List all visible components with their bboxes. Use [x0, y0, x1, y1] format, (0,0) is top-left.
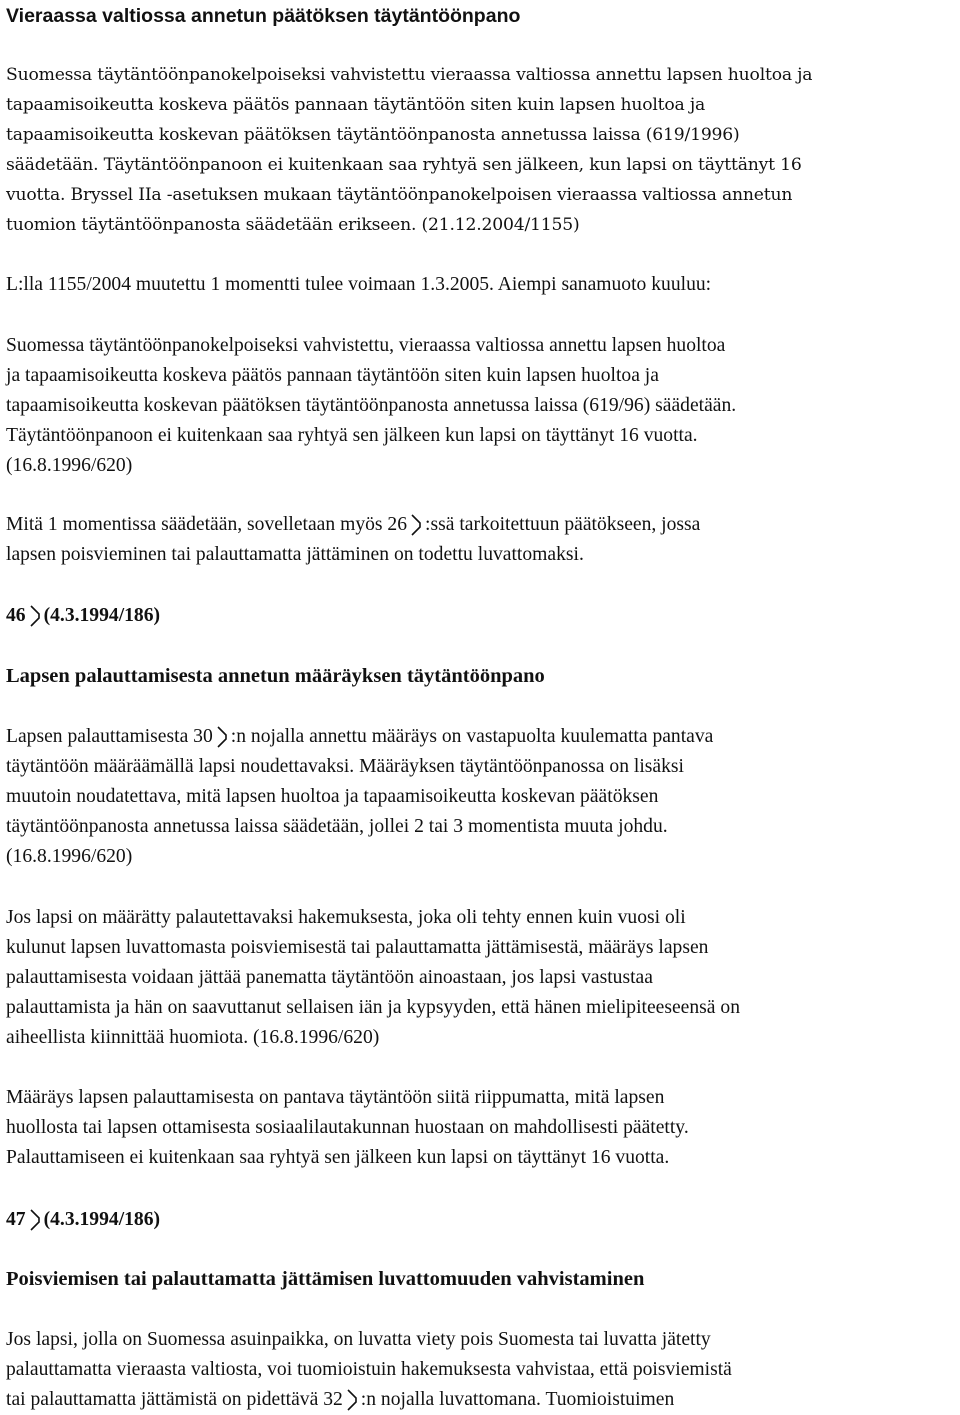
- intro-paragraph: [6, 60, 812, 240]
- section-46-paragraph-3: [6, 1083, 689, 1173]
- intro-line: tuomion täytäntöönpanosta säädetään erikseen. (21.12.2004/1155): [6, 215, 580, 235]
- section-47-number: [6, 1205, 160, 1235]
- paragraph-text-a: Lapsen palauttamisesta 30: [6, 726, 213, 747]
- moment-2-text-a: Mitä 1 momentissa säädetään, sovelletaan myös 26: [6, 514, 408, 535]
- paragraph-line: (16.8.1996/620): [6, 846, 133, 867]
- section-46-title: Lapsen palauttamisesta annetun määräyksen täytäntöönpano: [6, 665, 545, 687]
- paragraph-line: aiheellista kiinnittää huomiota. (16.8.1996/620): [6, 1027, 380, 1048]
- intro-line: säädetään. Täytäntöönpanoon ei kuitenkaan saa ryhtyä sen jälkeen, kun lapsi on täyttänyt 16: [6, 155, 802, 175]
- moment-2-line: [6, 510, 700, 540]
- intro-line: Suomessa täytäntöönpanokelpoiseksi vahvistettu vieraassa valtiossa annettu lapsen huoltoa ja: [6, 65, 813, 85]
- paragraph-text-b: :n nojalla luvattomana. Tuomioistuimen: [360, 1389, 675, 1410]
- old-wording-line: Täytäntöönpanoon ei kuitenkaan saa ryhtyä sen jälkeen kun lapsi on täyttänyt 16 vuotta.: [6, 425, 698, 446]
- section-47-title: Poisviemisen tai palauttamatta jättämisen luvattomuuden vahvistaminen: [6, 1268, 645, 1290]
- paragraph-line: Jos lapsi on määrätty palautettavaksi hakemuksesta, joka oli tehty ennen kuin vuosi oli: [6, 907, 686, 928]
- amendment-note: L:lla 1155/2004 muutettu 1 momentti tulee voimaan 1.3.2005. Aiempi sanamuoto kuuluu:: [6, 274, 712, 295]
- section-sign-icon: [215, 726, 229, 748]
- section-46-number: [6, 601, 160, 631]
- section-sign-icon: [28, 1209, 42, 1231]
- paragraph-line: Palauttamiseen ei kuitenkaan saa ryhtyä sen jälkeen kun lapsi on täyttänyt 16 vuotta.: [6, 1147, 670, 1168]
- section-47-paragraph-1: [6, 1325, 732, 1415]
- paragraph-line: muutoin noudatettava, mitä lapsen huoltoa ja tapaamisoikeutta koskevan päätöksen: [6, 786, 659, 807]
- section-46-num: 46: [6, 605, 26, 626]
- paragraph-line: kulunut lapsen luvattomasta poisviemisestä tai palauttamatta jättämisestä, määräys lapsen: [6, 937, 709, 958]
- moment-2-paragraph: [6, 510, 700, 570]
- old-wording-line: tapaamisoikeutta koskevan päätöksen täytäntöönpanosta annetussa laissa (619/96) säädetään.: [6, 395, 737, 416]
- paragraph-line: täytäntöönpanosta annetussa laissa säädetään, jollei 2 tai 3 momentista muuta johdu.: [6, 816, 668, 837]
- old-wording-line: Suomessa täytäntöönpanokelpoiseksi vahvistettu, vieraassa valtiossa annettu lapsen huoltoa: [6, 335, 726, 356]
- old-wording-line: (16.8.1996/620): [6, 455, 133, 476]
- paragraph-line: huollosta tai lapsen ottamisesta sosiaalilautakunnan huostaan on mahdollisesti päätetty.: [6, 1117, 689, 1138]
- intro-line: tapaamisoikeutta koskeva päätös pannaan täytäntöön siten kuin lapsen huoltoa ja: [6, 95, 705, 115]
- section-46-paragraph-2: [6, 903, 740, 1053]
- moment-2-line: lapsen poisvieminen tai palauttamatta jättäminen on todettu luvattomaksi.: [6, 544, 584, 565]
- intro-line: tapaamisoikeutta koskevan päätöksen täytäntöönpanosta annetussa laissa (619/1996): [6, 125, 740, 145]
- paragraph-text-b: :n nojalla annettu määräys on vastapuolta kuulematta pantava: [230, 726, 714, 747]
- intro-line: vuotta. Bryssel IIa -asetuksen mukaan täytäntöönpanokelpoisen vieraassa valtiossa annetun: [6, 185, 793, 205]
- paragraph-line: [6, 722, 713, 752]
- section-47-ref: (4.3.1994/186): [43, 1209, 161, 1230]
- old-wording-line: ja tapaamisoikeutta koskeva päätös pannaan täytäntöön siten kuin lapsen huoltoa ja: [6, 365, 659, 386]
- paragraph-text-a: tai palauttamatta jättämistä on pidettävä 32: [6, 1389, 343, 1410]
- old-wording-paragraph: [6, 331, 736, 481]
- moment-2-text-b: :ssä tarkoitettuun päätökseen, jossa: [425, 514, 701, 535]
- paragraph-line: palauttamisesta voidaan jättää panematta täytäntöön ainoastaan, jos lapsi vastustaa: [6, 967, 653, 988]
- section-46-ref: (4.3.1994/186): [43, 605, 161, 626]
- paragraph-line: Jos lapsi, jolla on Suomessa asuinpaikka, on luvatta viety pois Suomesta tai luvatta jätetty: [6, 1329, 711, 1350]
- section-sign-icon: [409, 514, 423, 536]
- section-sign-icon: [28, 605, 42, 627]
- paragraph-line: [6, 1385, 732, 1415]
- paragraph-line: palauttamatta vieraasta valtiosta, voi tuomioistuin hakemuksesta vahvistaa, että poisviemistä: [6, 1359, 732, 1380]
- paragraph-line: täytäntöön määräämällä lapsi noudettavaksi. Määräyksen täytäntöönpanossa on lisäksi: [6, 756, 684, 777]
- section-47-num: 47: [6, 1209, 26, 1230]
- section-46-paragraph-1: [6, 722, 713, 872]
- document-title: Vieraassa valtiossa annetun päätöksen täytäntöönpano: [6, 5, 521, 27]
- paragraph-line: Määräys lapsen palauttamisesta on pantava täytäntöön siitä riippumatta, mitä lapsen: [6, 1087, 665, 1108]
- paragraph-line: palauttamista ja hän on saavuttanut sellaisen iän ja kypsyyden, että hänen mielipiteeseensä on: [6, 997, 740, 1018]
- section-sign-icon: [345, 1389, 359, 1411]
